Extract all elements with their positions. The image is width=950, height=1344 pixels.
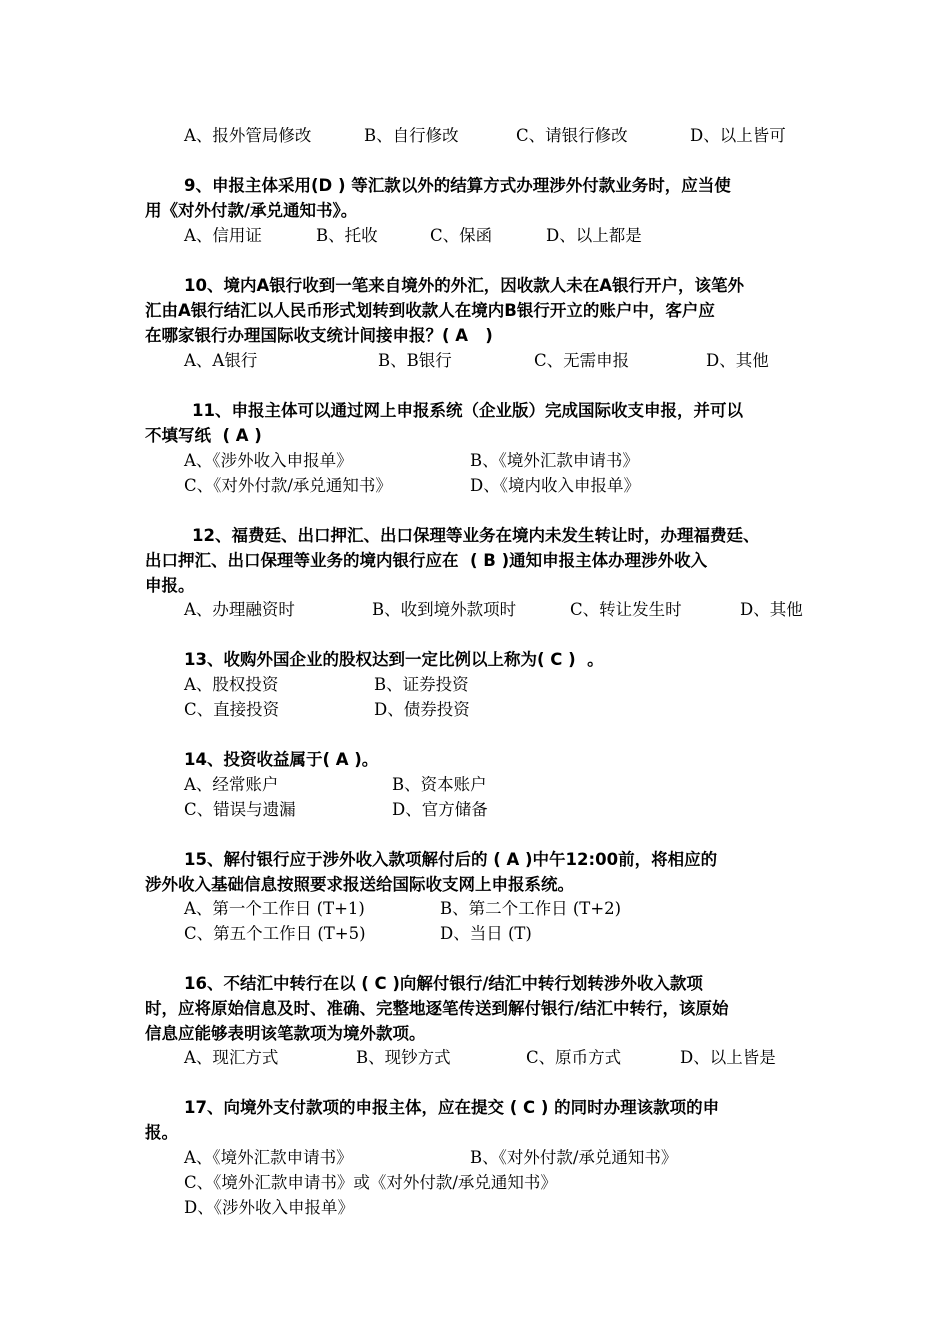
q12-question-line-2: 出口押汇、出口保理等业务的境内银行应在 ( B )通知申报主体办理涉外收入 [145,551,708,570]
q15-option-b: B、第二个工作日 (T+2) [440,899,622,918]
q10-option-d: D、其他 [706,351,769,370]
q17-option-a: A、《境外汇款申请书》 [184,1148,353,1167]
q15-option-c: C、第五个工作日 (T+5) [184,924,366,943]
q13-option-c: C、直接投资 [184,700,280,719]
q10-option-b: B、B银行 [378,351,452,370]
q13-option-d: D、债券投资 [374,700,470,719]
q16-option-b: B、现钞方式 [356,1048,451,1067]
q14-option-a: A、经常账户 [184,775,279,794]
q12-option-d: D、其他 [740,600,803,619]
q13-option-a: A、股权投资 [184,675,279,694]
q13-option-b: B、证券投资 [374,675,469,694]
q17-question-line-1: 17、向境外支付款项的申报主体，应在提交 ( C ) 的同时办理该款项的申 [184,1098,720,1117]
q9-option-a: A、信用证 [184,226,262,245]
q16-question-line-1: 16、不结汇中转行在以 ( C )向解付银行/结汇中转行划转涉外收入款项 [184,974,703,993]
q14-option-d: D、官方储备 [392,800,488,819]
q12-question-line-1: 12、福费廷、出口押汇、出口保理等业务在境内未发生转让时，办理福费廷、 [192,526,760,545]
q17-question-line-2: 报。 [145,1123,178,1142]
q11-option-b: B、《境外汇款申请书》 [470,451,639,470]
q10-question-line-1: 10、境内A银行收到一笔来自境外的外汇，因收款人未在A银行开户，该笔外 [184,276,745,295]
q16-option-c: C、原币方式 [526,1048,622,1067]
q15-question-line-2: 涉外收入基础信息按照要求报送给国际收支网上申报系统。 [145,875,574,894]
q12-option-a: A、办理融资时 [184,600,295,619]
q12-question-line-3: 申报。 [145,576,195,595]
q14-option-c: C、错误与遗漏 [184,800,296,819]
q16-question-line-3: 信息应能够表明该笔款项为境外款项。 [145,1024,426,1043]
q9-option-b: B、托收 [316,226,378,245]
q15-option-d: D、当日 (T) [440,924,532,943]
q8-option-d: D、以上皆可 [690,126,786,145]
q11-question-line-1: 11、申报主体可以通过网上申报系统（企业版）完成国际收支申报，并可以 [192,401,743,420]
q16-option-a: A、现汇方式 [184,1048,279,1067]
q9-question-line-2: 用《对外付款/承兑通知书》。 [145,201,358,220]
q14-question: 14、投资收益属于( A )。 [184,750,379,769]
q11-option-c: C、《对外付款/承兑通知书》 [184,476,392,495]
q11-option-a: A、《涉外收入申报单》 [184,451,353,470]
q11-question-line-2: 不填写纸 ( A ) [145,426,262,445]
q10-option-a: A、A银行 [184,351,258,370]
q15-question-line-1: 15、解付银行应于涉外收入款项解付后的 ( A )中午12:00前，将相应的 [184,850,718,869]
q15-option-a: A、第一个工作日 (T+1) [184,899,365,918]
q12-option-b: B、收到境外款项时 [372,600,517,619]
q13-question: 13、收购外国企业的股权达到一定比例以上称为( C ) 。 [184,650,604,669]
q10-question-line-3: 在哪家银行办理国际收支统计间接申报？( A ) [145,326,493,345]
q9-option-d: D、以上都是 [546,226,642,245]
q16-question-line-2: 时，应将原始信息及时、准确、完整地逐笔传送到解付银行/结汇中转行，该原始 [145,999,729,1018]
q11-option-d: D、《境内收入申报单》 [470,476,640,495]
q12-option-c: C、转让发生时 [570,600,682,619]
q16-option-d: D、以上皆是 [680,1048,776,1067]
q8-option-a: A、报外管局修改 [184,126,312,145]
q14-option-b: B、资本账户 [392,775,487,794]
q17-option-c: C、《境外汇款申请书》或《对外付款/承兑通知书》 [184,1173,557,1192]
q10-option-c: C、无需申报 [534,351,630,370]
q8-option-b: B、自行修改 [364,126,459,145]
q17-option-b: B、《对外付款/承兑通知书》 [470,1148,678,1167]
q8-option-c: C、请银行修改 [516,126,628,145]
q9-question-line-1: 9、申报主体采用(D ) 等汇款以外的结算方式办理涉外付款业务时，应当使 [184,176,731,195]
q9-option-c: C、保函 [430,226,493,245]
q17-option-d: D、《涉外收入申报单》 [184,1198,354,1217]
q10-question-line-2: 汇由A银行结汇以人民币形式划转到收款人在境内B银行开立的账户中，客户应 [145,301,715,320]
